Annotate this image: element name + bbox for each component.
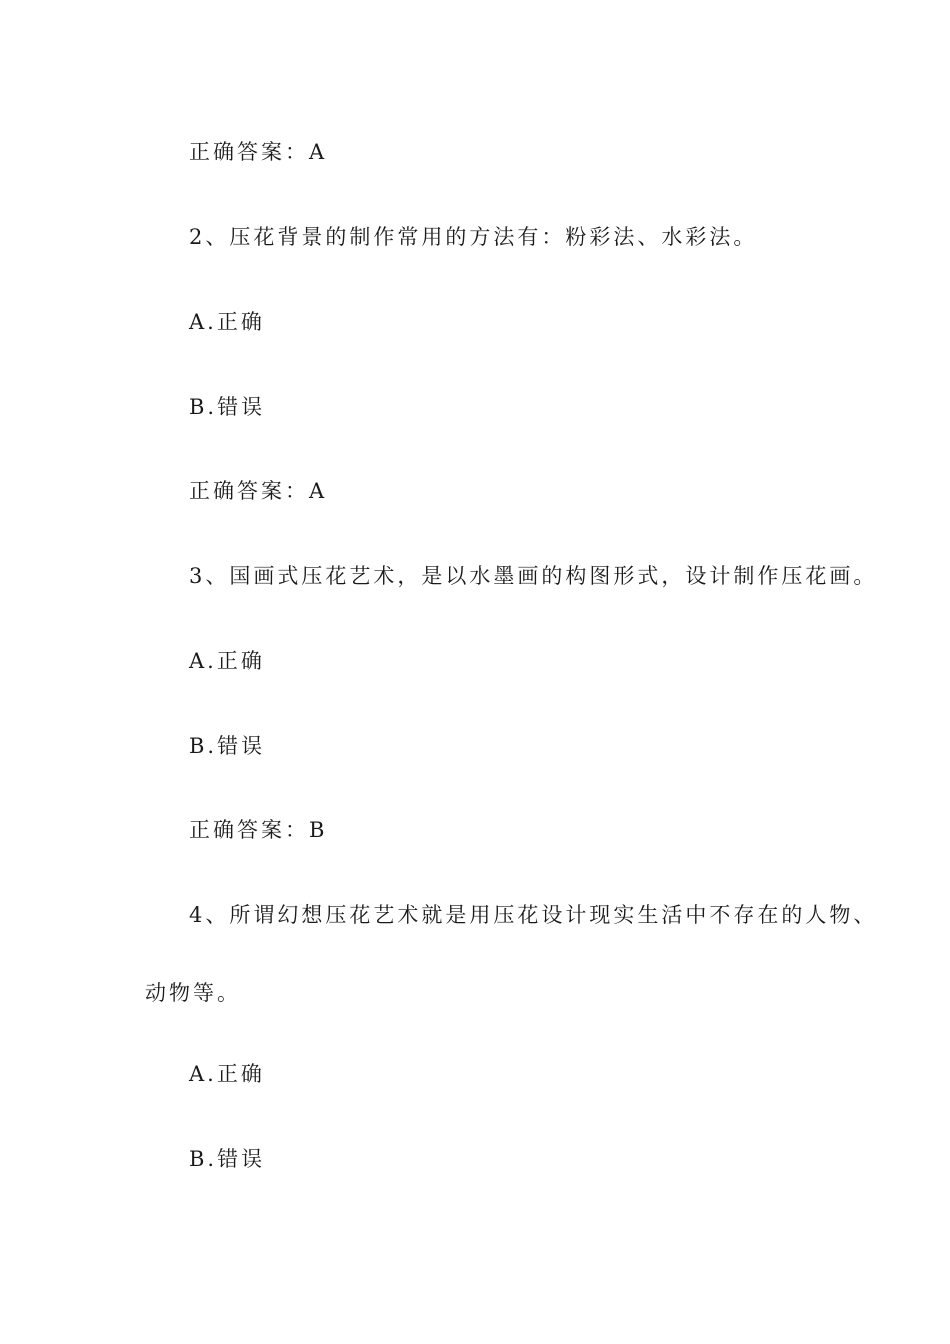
answer-q2: 正确答案：A: [189, 479, 328, 503]
q3-option-a: A.正确: [189, 649, 265, 673]
q4-option-a: A.正确: [189, 1062, 265, 1086]
q4-option-b: B.错误: [189, 1147, 266, 1171]
question-3: 3、国画式压花艺术，是以水墨画的构图形式，设计制作压花画。: [189, 564, 878, 588]
answer-q1: 正确答案：A: [189, 140, 328, 164]
question-4-line-1: 4、所谓幻想压花艺术就是用压花设计现实生活中不存在的人物、: [189, 903, 878, 927]
question-2: 2、压花背景的制作常用的方法有：粉彩法、水彩法。: [189, 225, 758, 249]
q2-option-a: A.正确: [189, 310, 265, 334]
q3-option-b: B.错误: [189, 734, 266, 758]
question-4-line-2: 动物等。: [145, 981, 241, 1005]
answer-q3: 正确答案：B: [189, 818, 328, 842]
q2-option-b: B.错误: [189, 395, 266, 419]
